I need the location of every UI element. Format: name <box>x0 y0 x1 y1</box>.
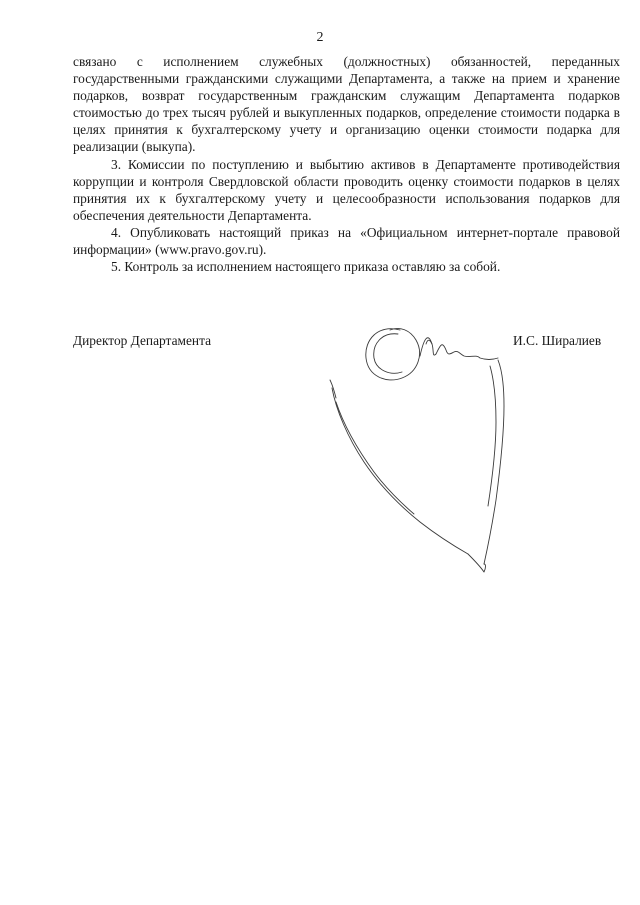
page-number: 2 <box>316 30 324 45</box>
paragraph-item-5: 5. Контроль за исполнением настоящего приказа оставляю за собой. <box>111 259 501 275</box>
document-body <box>73 53 620 275</box>
paragraph-item-4: 4. Опубликовать настоящий приказ на «Официальном интернет-портале правовой информации» (www.pravo.gov.ru). <box>73 224 620 258</box>
paragraph-item-3: 3. Комиссии по поступлению и выбытию активов в Департаменте противодействия коррупции и контроля Свердловской области проводить оценку стоимости подарков в целях принятия их к бухгалтерскому учету и целесообразности использования подарков для обеспечения деятельности Департамента. <box>73 156 620 223</box>
signatory-title: Директор Департамента <box>73 333 212 348</box>
handwritten-signature <box>320 310 520 580</box>
signatory-name: И.С. Ширалиев <box>513 333 602 348</box>
paragraph-continuation: связано с исполнением служебных (должностных) обязанностей, переданных государственными гражданскими служащими Департамента, а также на прием и хранение подарков, возврат государственным гражданским служащим Департамента подарков стоимостью до трех тысяч рублей и выкупленных подарков, определение стоимости подарка в целях принятия к бухгалтерскому учету и организацию оценки стоимости подарка для реализации (выкупа). <box>73 54 620 155</box>
